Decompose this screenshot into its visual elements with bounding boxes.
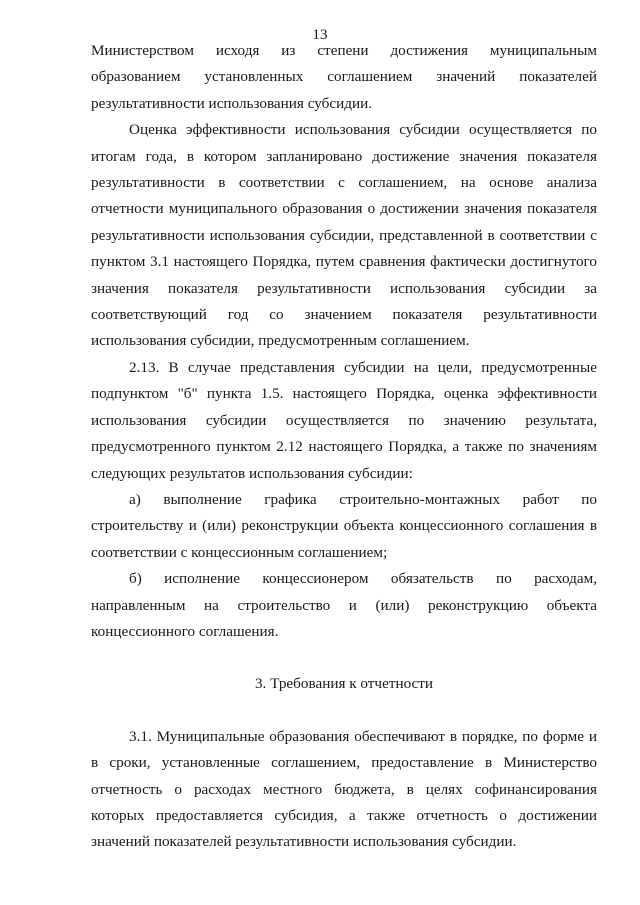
- paragraph-2-13: 2.13. В случае представления субсидии на цели, предусмотренные подпунктом "б" пункта 1.5. настоящего Порядка, оценка эффективности использования субсидии осуществляется по значению результата, предусмотренного пунктом 2.12 настоящего Порядка, а также по значениям следующих результатов использования субсидии:: [91, 358, 597, 482]
- list-item-b: б) исполнение концессионером обязательств по расходам, направленным на строительство и (или) реконструкцию объекта концессионного соглашения.: [91, 570, 597, 640]
- list-item-a: а) выполнение графика строительно-монтажных работ по строительству и (или) реконструкции объекта концессионного соглашения в соответствии с концессионным соглашением;: [91, 490, 597, 561]
- paragraph-3-1: 3.1. Муниципальные образования обеспечивают в порядке, по форме и в сроки, установленные соглашением, предоставление в Министерство отчетность о расходах местного бюджета, в целях софинансирования которых предоставляется субсидия, а также отчетность о достижении значений показателей результативности использования субсидии.: [91, 727, 597, 851]
- paragraph-continuation: Министерством исходя из степени достижения муниципальным образованием установленных соглашением значений показателей результативности использования субсидии.: [91, 42, 597, 112]
- paragraph-evaluation: Оценка эффективности использования субсидии осуществляется по итогам года, в котором запланировано достижение значения показателя результативности в соответствии с соглашением, на основе анализа отчетности муниципального образования о достижении значения показателя результативности использования субсидии, представленной в соответствии с пунктом 3.1 настоящего Порядка, путем сравнения фактически достигнутого значения показателя результативности использования субсидии за соответствующий год со значением показателя результативности использования субсидии, предусмотренным соглашением.: [91, 121, 597, 350]
- document-body: [91, 38, 597, 856]
- page-number: 13: [312, 26, 328, 43]
- section-heading: 3. Требования к отчетности: [254, 675, 434, 693]
